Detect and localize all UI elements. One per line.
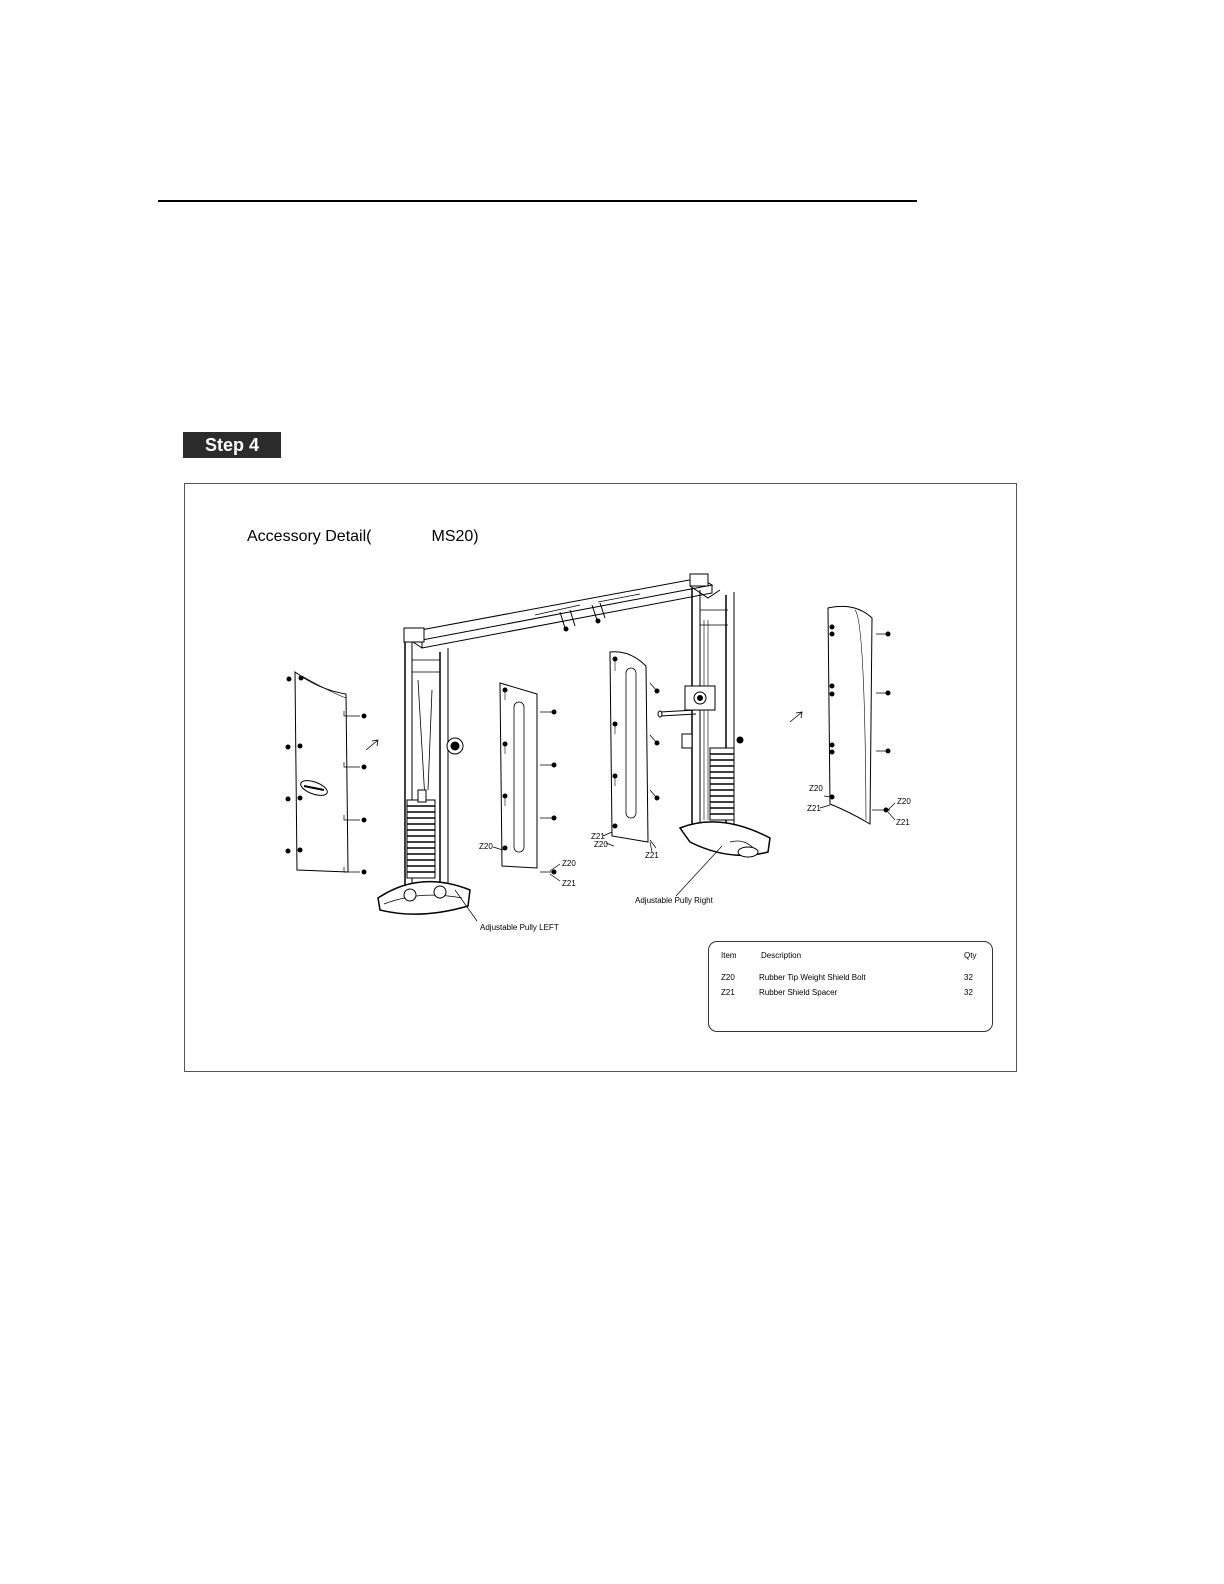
callout-z21-right-inner: Z21 [591,832,605,841]
figure-title-model: MS20) [431,528,479,545]
weight-shield-left-inner [500,683,556,874]
label-pulley-right: Adjustable Pully Right [635,896,713,905]
callout-z21-right-outer-side: Z21 [896,818,910,827]
callout-z20-right-inner: Z20 [594,840,608,849]
row-description: Rubber Tip Weight Shield Bolt [759,973,866,982]
header-description: Description [761,951,802,960]
parts-table [708,941,993,1032]
row-item: Z21 [721,988,735,997]
callout-z21-left-inner: Z21 [562,879,576,888]
callout-z20-right-outer: Z20 [809,784,823,793]
header-item: Item [721,951,737,960]
callout-z21-right-outer: Z21 [807,804,821,813]
callout-z20-left-inner: Z20 [562,859,576,868]
table-row [709,973,992,985]
label-pulley-left: Adjustable Pully LEFT [480,923,559,932]
row-item: Z20 [721,973,735,982]
callout-z20-right-outer-side: Z20 [897,797,911,806]
callout-z21-right-inner-bottom: Z21 [645,851,659,860]
weight-shield-left-outer [286,672,378,874]
table-row [709,988,992,1000]
row-qty: 32 [964,973,973,982]
row-description: Rubber Shield Spacer [759,988,838,997]
row-qty: 32 [964,988,973,997]
figure-title-prefix: Accessory Detail( [247,528,372,545]
parts-table-header [709,951,992,963]
header-qty: Qty [964,951,977,960]
step-badge: Step 4 [183,432,281,458]
weight-shield-right-outer [790,606,890,824]
callout-z20-left: Z20 [479,842,493,851]
weight-shield-right-inner [610,652,659,848]
